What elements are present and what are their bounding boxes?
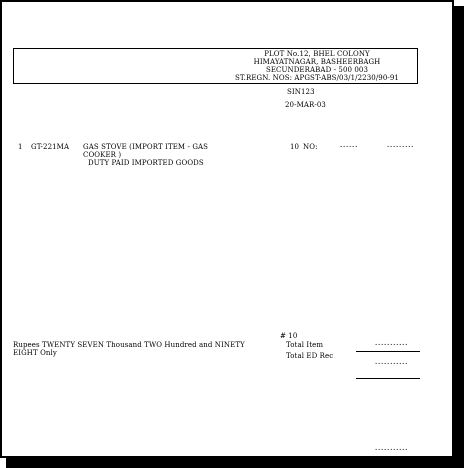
total-divider-2 [356, 378, 420, 379]
total-ed-label: Total ED Rec [286, 352, 334, 360]
total-quantity: # 10 [280, 332, 298, 340]
amount-in-words-line-2: EIGHT Only [13, 349, 57, 357]
address-line-2: HIMAYATNAGAR, BASHEERBAGH [253, 58, 381, 66]
item-quantity: 10 [290, 143, 300, 151]
amount-in-words-line-1: Rupees TWENTY SEVEN Thousand TWO Hundred and NINETY [13, 341, 245, 349]
grand-total-value: ........... [374, 444, 408, 452]
item-unit: NO: [303, 143, 318, 151]
address-line-3: SECUNDERABAD - 500 003 [265, 66, 369, 74]
address-line-1: PLOT No.12, BHEL COLONY [264, 50, 370, 58]
item-description-line-1: GAS STOVE (IMPORT ITEM - GAS [83, 143, 209, 151]
invoice-number: SIN123 [287, 88, 315, 96]
total-divider-1 [356, 351, 420, 352]
item-amount: ......... [386, 141, 414, 149]
item-serial: 1 [18, 143, 23, 151]
registration-numbers: ST.REGN. NOS: APGST-ABS/03/1/2230/90-91 [235, 74, 399, 82]
item-code: GT-221MA [31, 143, 70, 151]
item-description-line-2: COOKER ) [83, 151, 122, 159]
invoice-date: 20-MAR-03 [285, 101, 326, 109]
total-item-label: Total Item [286, 341, 324, 349]
item-rate: ...... [339, 141, 358, 149]
item-description-line-3: DUTY PAID IMPORTED GOODS [88, 159, 204, 167]
total-ed-value: ........... [374, 358, 408, 366]
total-item-value: ........... [374, 339, 408, 347]
